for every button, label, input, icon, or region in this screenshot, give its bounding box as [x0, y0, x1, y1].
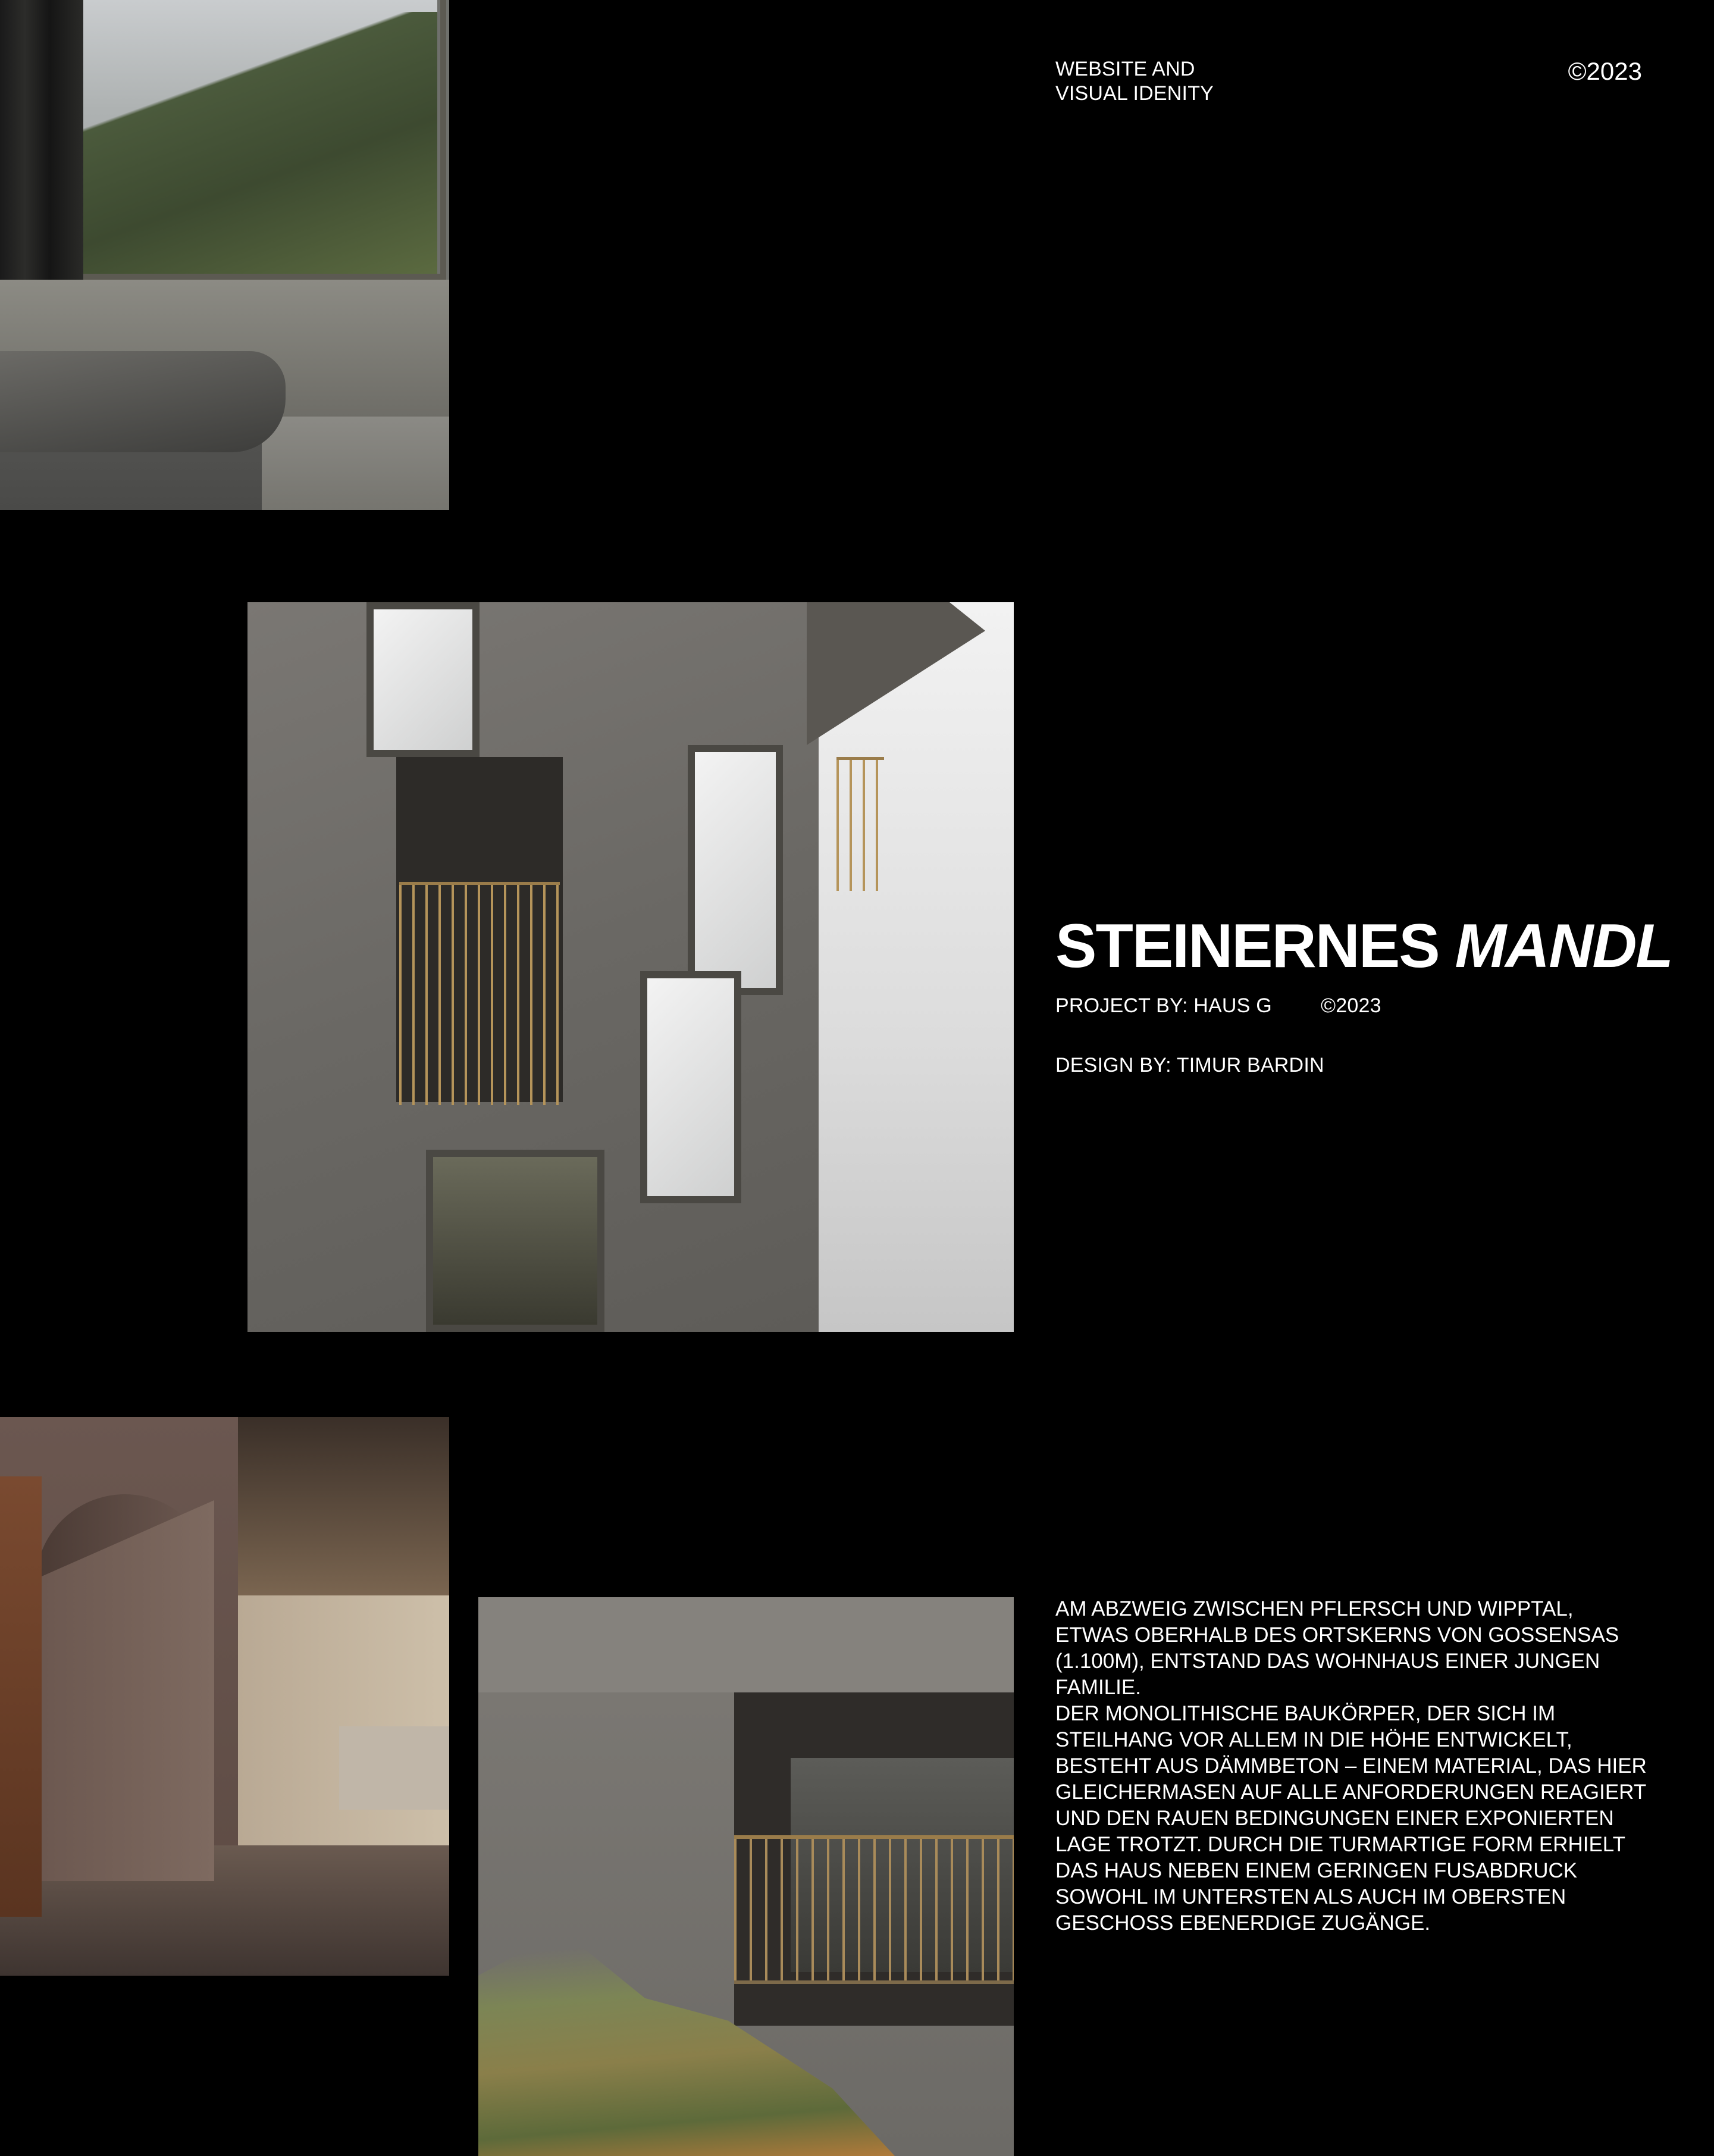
- tagline-line-1: WEBSITE AND: [1055, 58, 1195, 80]
- project-title: [1055, 910, 1672, 982]
- tagline-line-2: VISUAL IDENITY: [1055, 82, 1214, 105]
- title-regular: STEINERNES: [1055, 912, 1439, 981]
- interior-photo: [0, 1417, 449, 1976]
- window: [688, 745, 783, 995]
- project-description: [1055, 1596, 1650, 1936]
- concrete-band: [478, 1597, 1014, 1692]
- window: [640, 971, 741, 1203]
- project-by: PROJECT BY: HAUS G: [1055, 994, 1272, 1017]
- balcony-railing: [399, 882, 560, 1105]
- design-by: DESIGN BY: TIMUR BARDIN: [1055, 1054, 1324, 1077]
- balcony-railing: [734, 1835, 1014, 1984]
- kitchen-wall: [238, 1595, 449, 1851]
- tagline: [1055, 57, 1214, 106]
- upper-railing: [836, 757, 884, 891]
- facade-detail-photo: [478, 1597, 1014, 2156]
- facade-photo: [247, 602, 1014, 1332]
- curtain: [0, 0, 83, 315]
- description-paragraph-2: DER MONOLITHISCHE BAUKÖRPER, DER SICH IM STEILHANG VOR ALLEM IN DIE HÖHE ENTWICKELT, BESTEHT AUS DÄMMBETON – EINEM MATERIAL, DAS HIER GLEICHERMASEN AUF ALLE ANFORDERUNGEN REAGIERT UND DEN RAUEN BEDINGUNGEN EINER EXPONIERTEN LAGE TROTZT. DURCH DIE TURMARTIGE FORM ERHIELT DAS HAUS NEBEN EINEM GERINGEN FUSABDRUCK SOWOHL IM UNTERSTEN ALS AUCH IM OBERSTEN GESCHOSS EBENERDIGE ZUGÄNGE.: [1055, 1702, 1647, 1935]
- blanket: [0, 351, 286, 452]
- window: [366, 602, 480, 757]
- kitchen-island: [339, 1726, 449, 1810]
- description-paragraph-1: AM ABZWEIG ZWISCHEN PFLERSCH UND WIPPTAL, ETWAS OBERHALB DES ORTSKERNS VON GOSSENSAS (1.100M), ENTSTAND DAS WOHNHAUS EINER JUNGEN FAMILIE.: [1055, 1597, 1619, 1699]
- project-year: ©2023: [1321, 994, 1381, 1017]
- copper-wall: [0, 1476, 42, 1917]
- window: [426, 1150, 604, 1332]
- bedroom-photo: [0, 0, 449, 510]
- window-frame: [77, 0, 446, 280]
- ceiling: [238, 1417, 449, 1595]
- header-year: ©2023: [1568, 57, 1642, 85]
- title-italic: MANDL: [1455, 912, 1672, 981]
